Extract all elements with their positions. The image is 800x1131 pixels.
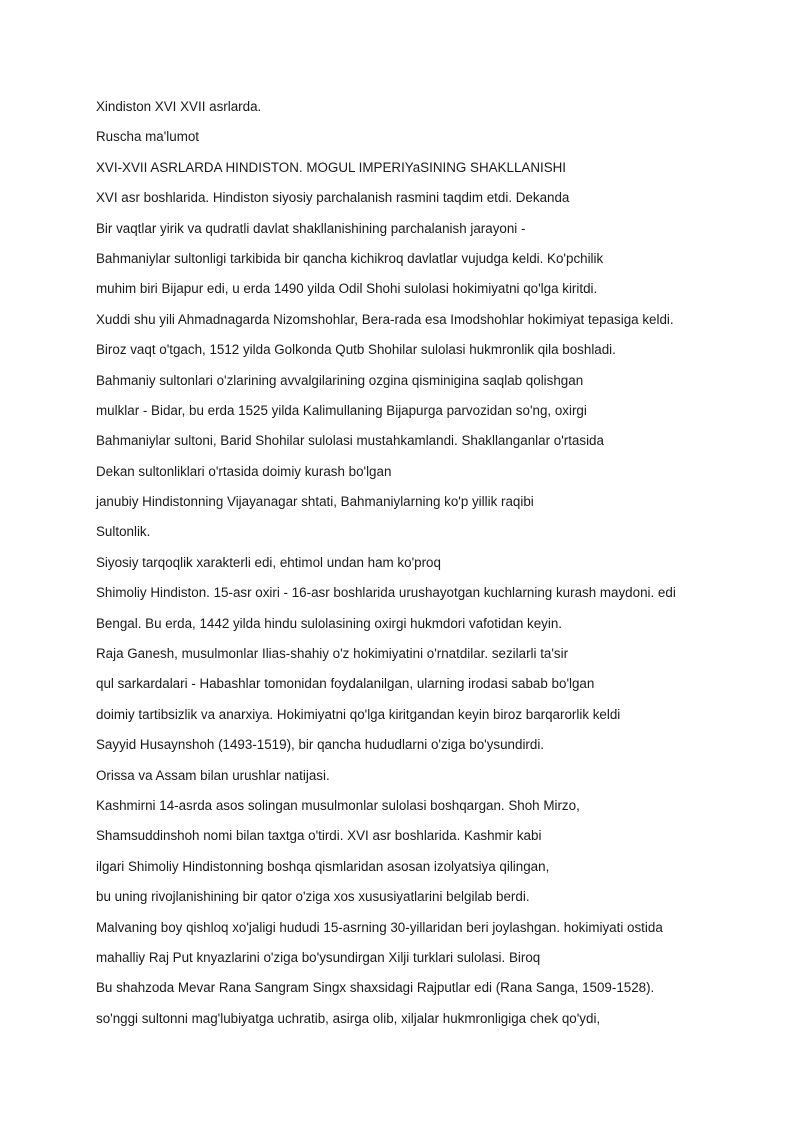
text-line: so'nggi sultonni mag'lubiyatga uchratib, asirga olib, xiljalar hukmronligiga chek qo'ydi, bbox=[96, 1010, 601, 1026]
text-line: Bahmaniylar sultonligi tarkibida bir qancha kichikroq davlatlar vujudga keldi. Ko'pchilik bbox=[96, 250, 604, 266]
text-line: Bengal. Bu erda, 1442 yilda hindu sulolasining oxirgi hukmdori vafotidan keyin. bbox=[96, 615, 562, 631]
text-line: Kashmirni 14-asrda asos solingan musulmonlar sulolasi boshqargan. Shoh Mirzo, bbox=[96, 797, 580, 813]
text-line: bu uning rivojlanishining bir qator o'ziga xos xususiyatlarini belgilab berdi. bbox=[96, 889, 530, 905]
text-line: Shamsuddinshoh nomi bilan taxtga o'tirdi. XVI asr boshlarida. Kashmir kabi bbox=[96, 828, 542, 844]
text-line: Biroz vaqt o'tgach, 1512 yilda Golkonda Qutb Shohilar sulolasi hukmronlik qila boshladi. bbox=[96, 342, 616, 358]
text-line: Xuddi shu yili Ahmadnagarda Nizomshohlar, Bera-rada esa Imodshohlar hokimiyat tepasiga keldi. bbox=[96, 311, 674, 327]
text-line: Bir vaqtlar yirik va qudratli davlat shakllanishining parchalanish jarayoni - bbox=[96, 220, 526, 236]
text-line: Shimoliy Hindiston. 15-asr oxiri - 16-asr boshlarida urushayotgan kuchlarning kurash maydoni. edi bbox=[96, 585, 676, 601]
text-line: mahalliy Raj Put knyazlarini o'ziga bo'ysundirgan Xilji turklari sulolasi. Biroq bbox=[96, 949, 541, 965]
document-body bbox=[96, 92, 776, 1034]
text-line: mulklar - Bidar, bu erda 1525 yilda Kalimullaning Bijapurga parvozidan so'ng, oxirgi bbox=[96, 402, 587, 418]
text-line: Bahmaniylar sultoni, Barid Shohilar sulolasi mustahkamlandi. Shakllanganlar o'rtasida bbox=[96, 433, 604, 449]
text-line: Sayyid Husaynshoh (1493-1519), bir qancha hududlarni o'ziga bo'ysundirdi. bbox=[96, 737, 545, 753]
text-line: Orissa va Assam bilan urushlar natijasi. bbox=[96, 767, 330, 783]
text-line: qul sarkardalari - Habashlar tomonidan foydalanilgan, ularning irodasi sabab bo'lgan bbox=[96, 676, 595, 692]
text-line: Bahmaniy sultonlari o'zlarining avvalgilarining ozgina qisminigina saqlab qolishgan bbox=[96, 372, 584, 388]
section-heading: XVI-XVII ASRLARDA HINDISTON. MOGUL IMPERIYaSINING SHAKLLANISHI bbox=[96, 159, 567, 175]
document-title: Xindiston XVI XVII asrlarda. bbox=[96, 99, 262, 114]
text-line: Dekan sultonliklari o'rtasida doimiy kurash bo'lgan bbox=[96, 463, 392, 479]
text-line: doimiy tartibsizlik va anarxiya. Hokimiyatni qo'lga kiritgandan keyin biroz barqarorlik keldi bbox=[96, 706, 621, 722]
text-line: janubiy Hindistonning Vijayanagar shtati, Bahmaniylarning ko'p yillik raqibi bbox=[96, 494, 534, 510]
text-line: Bu shahzoda Mevar Rana Sangram Singx shaxsidagi Rajputlar edi (Rana Sanga, 1509-1528). bbox=[96, 980, 655, 996]
text-line: Malvaning boy qishloq xo'jaligi hududi 15-asrning 30-yillaridan beri joylashgan. hokimiyati ostida bbox=[96, 919, 663, 935]
text-line: ilgari Shimoliy Hindistonning boshqa qismlaridan asosan izolyatsiya qilingan, bbox=[96, 858, 550, 874]
text-line: XVI asr boshlarida. Hindiston siyosiy parchalanish rasmini taqdim etdi. Dekanda bbox=[96, 190, 570, 206]
text-line: Raja Ganesh, musulmonlar Ilias-shahiy o'z hokimiyatini o'rnatdilar. sezilarli ta'sir bbox=[96, 646, 569, 662]
source-note: Ruscha ma'lumot bbox=[96, 129, 200, 145]
text-line: muhim biri Bijapur edi, u erda 1490 yilda Odil Shohi sulolasi hokimiyatni qo'lga kiritdi. bbox=[96, 281, 598, 297]
text-line: Sultonlik. bbox=[96, 524, 151, 540]
text-line: Siyosiy tarqoqlik xarakterli edi, ehtimol undan ham ko'proq bbox=[96, 554, 441, 570]
